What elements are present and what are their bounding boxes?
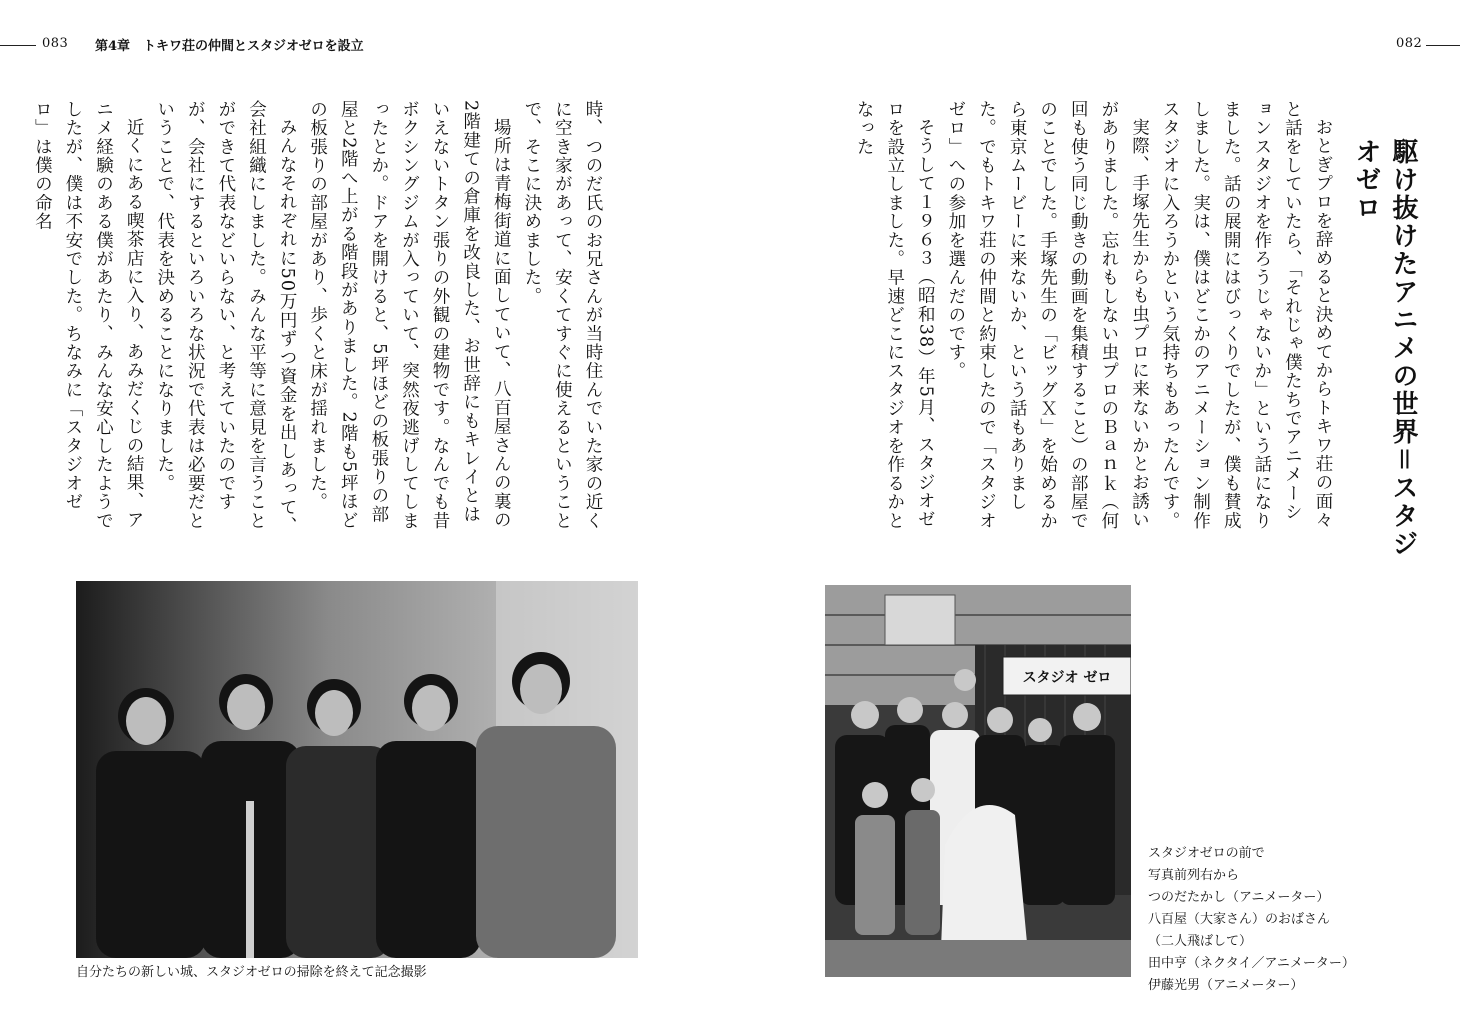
caption-line: 伊藤光男（アニメーター）: [1148, 978, 1304, 993]
paragraph: おとぎプロを辞めると決めてからトキワ荘の面々と話をしていたら、「それじゃ僕たちでアニメーションスタジオを作ろうじゃないか」という話になりました。話の展開にはびっくりでしたが、僕も賛成しました。実は、僕はどこかのアニメーション制作スタジオに入ろうかという気持ちもあったんです。: [1160, 100, 1333, 531]
caption-line: 写真前列右から: [1148, 868, 1240, 883]
paragraph: みんなそれぞれに50万円ずつ資金を出しあって、会社組織にしました。みんな平等に意見を言うことができて代表などいらない、と考えていたのですが、会社にするといろいろな状況で代表は必要だということで、代表を決めることになりました。: [154, 100, 298, 535]
group-photo: [76, 581, 638, 958]
caption-line: 八百屋（大家さん）のおばさん: [1148, 912, 1331, 927]
paragraph: 近くにある喫茶店に入り、あみだくじの結果、アニメ経験のある僕があたり、みんな安心したようでしたが、僕は不安でした。ちなみに「スタジオゼロ」は僕の命名: [32, 100, 145, 531]
studio-zero-photo: [825, 585, 1131, 977]
studio-zero-photo-image: [825, 585, 1131, 977]
header-rule-left: [0, 45, 36, 46]
right-body-text: [818, 100, 1338, 540]
paragraph: 時、つのだ氏のお兄さんが当時住んでいた家の近くに空き家があって、安くてすぐに使えるということで、そこに決めました。: [521, 100, 603, 531]
section-heading: 駆け抜けたアニメの世界＝スタジオゼロ: [1351, 138, 1418, 559]
right-page: [730, 0, 1460, 1036]
paragraph: 場所は青梅街道に面していて、八百屋さんの裏の2階建ての倉庫を改良した、お世辞にもキレイとはいえないトタン張りの外観の建物です。なんでも昔ボクシングジムが入っていて、突然夜逃げしてしまったとか。ドアを開けると、5坪ほどの板張りの部屋と2階へ上がる階段がありました。2階も5坪ほどの板張りの部屋があり、歩くと床が揺れました。: [307, 100, 512, 531]
group-photo-image: [76, 581, 638, 958]
running-title: 第4章 トキワ荘の仲間とスタジオゼロを設立: [95, 39, 364, 54]
shop-sign: スタジオ ゼロ: [1022, 670, 1112, 686]
page-number-right: 082: [1396, 36, 1423, 51]
paragraph: そうして１９６３（昭和38）年5月、スタジオゼロを設立しました。早速どこにスタジオを作るかとなった: [854, 100, 936, 531]
left-body-text: [32, 100, 608, 540]
paragraph: 実際、手塚先生からも虫プロに来ないかとお誘いがありました。忘れもしない虫プロのＢａｎｋ（何回も使う同じ動きの動画を集積すること）の部屋でのことでした。手塚先生の「ビッグＸ」を始めるから東京ムービーに来ないか、という話もありました。でもトキワ荘の仲間と約束したので「スタジオゼロ」への参加を選んだのです。: [945, 100, 1150, 531]
photo-caption-right: [1148, 843, 1355, 997]
caption-line: スタジオゼロの前で: [1148, 846, 1265, 861]
photo-caption-left: 自分たちの新しい城、スタジオゼロの掃除を終えて記念撮影: [76, 965, 427, 980]
caption-line: 田中亨（ネクタイ／アニメーター）: [1148, 956, 1355, 971]
caption-line: （二人飛ばして）: [1148, 934, 1253, 949]
caption-line: つのだたかし（アニメーター）: [1148, 890, 1330, 905]
page-number-left: 083: [42, 36, 69, 51]
header-rule-right: [1426, 45, 1460, 46]
